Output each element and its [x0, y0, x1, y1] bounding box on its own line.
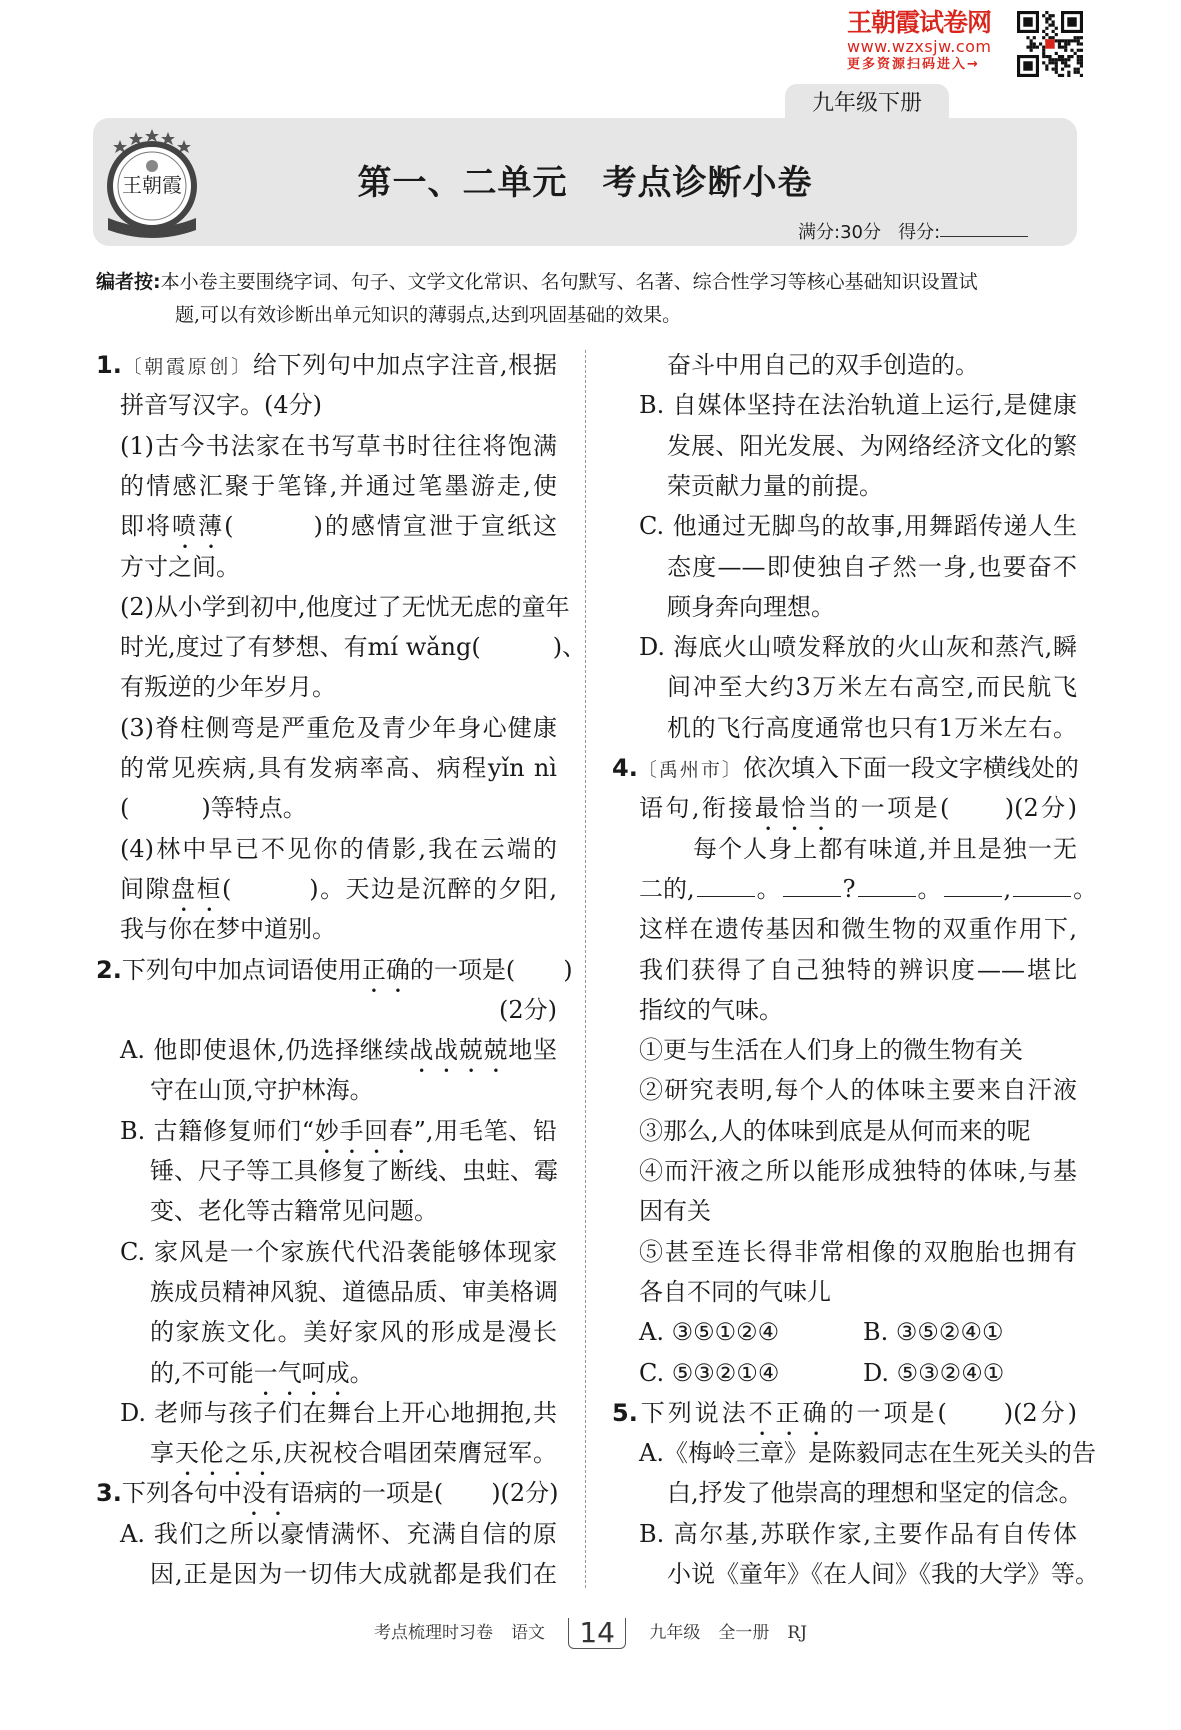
left-text-line: [96, 950, 573, 990]
question-number: 4.: [612, 754, 638, 782]
text-segment: 族成员精神风貌、道德品质、审美格调: [150, 1277, 558, 1306]
emphasized-text: 战战兢兢: [409, 1036, 509, 1065]
text-segment: 间冲至大约3万米左右高空,而民航飞: [667, 673, 1077, 702]
right-text-line: [667, 1473, 1083, 1513]
left-text-line: [150, 1312, 557, 1352]
left-text-line: [120, 829, 557, 869]
right-text-line: [639, 909, 1077, 949]
left-text-line: [150, 1433, 557, 1473]
editor-note: [96, 266, 1077, 332]
text-segment: 给下列句中加点字注音,根据: [252, 351, 557, 379]
brand-name: 王朝霞试卷网: [847, 8, 992, 37]
text-segment: 有叛逆的少年岁月。: [120, 673, 336, 702]
right-text-line: [639, 1312, 1077, 1352]
text-segment: ”,用毛笔、铅: [413, 1116, 557, 1145]
right-text-line: [639, 1433, 1096, 1473]
right-text-line: [667, 466, 1077, 506]
right-text-line: [639, 950, 1077, 990]
text-segment: 下列说法: [637, 1398, 749, 1427]
text-segment: ③那么,人的体味到底是从何而来的呢: [639, 1116, 1031, 1145]
editor-note-text-2: 题,可以有效诊断出单元知识的薄弱点,达到巩固基础的效果。: [175, 304, 682, 326]
score-blank[interactable]: [940, 218, 1028, 237]
grade-tab: 九年级下册: [785, 84, 949, 124]
brand-url[interactable]: www.wzxsjw.com: [847, 37, 992, 56]
text-segment: 奋斗中用自己的双手创造的。: [667, 351, 979, 379]
text-segment: 的常见疾病,具有发病率高、病程yǐn nì: [120, 754, 557, 782]
right-text-line: [639, 506, 1077, 546]
right-text-line: [639, 990, 1077, 1030]
left-text-line: [120, 466, 557, 506]
left-text-line: [120, 1232, 557, 1272]
emphasized-text: 没有: [241, 1479, 290, 1508]
text-segment: 依次填入下面一段文字横线处的: [742, 754, 1079, 782]
right-text-line: [639, 1353, 1077, 1393]
text-segment: ( )。天边是沉醉的夕阳,: [221, 874, 558, 903]
right-text-line: [639, 1070, 1077, 1110]
left-text-line: [120, 909, 557, 949]
text-segment: ( )的感情宣泄于宣纸这: [224, 512, 557, 541]
text-segment: ①更与生活在人们身上的微生物有关: [639, 1036, 1023, 1065]
text-segment: B. 高尔基,苏联作家,主要作品有自传体: [639, 1519, 1077, 1548]
text-segment: 的家族文化。美好家风的形成是漫长: [150, 1318, 557, 1347]
answer-blank[interactable]: [858, 870, 916, 897]
text-segment: 方寸之间。: [120, 552, 240, 581]
right-text-line: [639, 1111, 1077, 1151]
text-segment: 因有关: [639, 1197, 711, 1226]
right-text-line: [667, 1554, 1099, 1594]
text-segment: (4)林中早已不见你的倩影,我在云端的: [120, 834, 557, 863]
text-segment: 。: [756, 874, 781, 903]
text-segment: ④而汗液之所以能形成独特的体味,与基: [639, 1157, 1077, 1185]
left-text-line: [150, 1272, 557, 1312]
text-segment: 二的,: [639, 874, 695, 903]
footer-book: 考点梳理时习卷: [373, 1623, 493, 1643]
option-text: D. ⑤③②④①: [863, 1358, 1005, 1387]
right-text-line: [639, 1030, 1077, 1070]
text-segment: 变、老化等古籍常见问题。: [150, 1197, 438, 1226]
text-segment: 白,抒发了他崇高的理想和坚定的信念。: [667, 1479, 1083, 1508]
text-segment: 的,不可能: [150, 1358, 254, 1387]
footer-subject: 语文: [510, 1623, 545, 1643]
text-segment: 。: [1073, 874, 1098, 903]
text-segment: ②研究表明,每个人的体味主要来自汗液: [639, 1076, 1077, 1105]
question-number: 5.: [612, 1398, 638, 1427]
left-text-line: [96, 1473, 557, 1513]
text-segment: A. 他即使退休,仍选择继续: [120, 1036, 410, 1065]
text-segment: 的情感汇聚于笔锋,并通过笔墨游走,使: [120, 471, 557, 500]
brand-more-text: 更多资源扫码进入→: [847, 57, 980, 72]
emphasized-text: 一气呵成: [253, 1358, 350, 1387]
text-segment: 顾身奔向理想。: [667, 592, 835, 621]
answer-blank[interactable]: [1013, 870, 1071, 897]
text-segment: ,: [1003, 874, 1012, 903]
question-number: 1.: [96, 351, 122, 379]
text-segment: B. 古籍修复师们“: [120, 1116, 315, 1145]
right-text-line: [667, 426, 1077, 466]
text-segment: 语病的一项是( )(2分): [289, 1479, 559, 1508]
left-text-line: [96, 345, 557, 385]
answer-blank[interactable]: [697, 870, 755, 897]
text-segment: 锤、尺子等工具修复了断线、虫蛀、霉: [150, 1157, 558, 1185]
left-text-line: [120, 788, 557, 828]
text-segment: 地坚: [508, 1036, 558, 1065]
right-text-line: [693, 829, 1077, 869]
text-segment: 的一项是( )(2分): [829, 1398, 1078, 1427]
left-text-line: [120, 748, 557, 788]
left-text-line: [120, 627, 587, 667]
text-segment: 守在山顶,守护林海。: [150, 1076, 374, 1105]
emphasized-text: 盘桓: [170, 874, 222, 903]
text-segment: C. 他通过无脚鸟的故事,用舞蹈传递人生: [639, 512, 1077, 541]
question-number: 2.: [96, 955, 122, 984]
emphasized-text: 正确: [361, 955, 410, 984]
text-segment: 。: [349, 1358, 374, 1387]
question-number: 3.: [96, 1479, 122, 1508]
left-text-line: [120, 1514, 557, 1554]
source-tag: 〔朝霞原创〕: [121, 356, 253, 378]
text-segment: C. ⑤③②①④: [639, 1358, 780, 1387]
text-segment: D. 老师与孩子们在舞台上开心地拥抱,共: [120, 1398, 557, 1427]
answer-blank[interactable]: [944, 870, 1002, 897]
score-label: 得分:: [898, 222, 941, 243]
text-segment: 享: [150, 1439, 175, 1468]
text-segment: 各自不同的气味儿: [639, 1277, 831, 1306]
text-segment: (1)古今书法家在书写草书时往往将饱满: [120, 431, 557, 460]
left-text-line: [120, 1393, 557, 1433]
text-segment: ,庆祝校合唱团荣膺冠军。: [274, 1439, 558, 1468]
text-segment: 的一项是( ): [409, 955, 573, 984]
full-score: 满分:30分: [798, 222, 881, 243]
footer-grade: 九年级: [649, 1623, 701, 1643]
left-text-line: [150, 1151, 557, 1191]
text-segment: 荣贡献力量的前提。: [667, 471, 883, 500]
right-text-line: [667, 547, 1077, 587]
text-segment: 。: [917, 874, 942, 903]
left-text-line: [120, 869, 557, 909]
text-segment: 指纹的气味。: [639, 995, 783, 1024]
text-segment: 机的飞行高度通常也只有1万米左右。: [667, 713, 1077, 742]
text-segment: (2)从小学到初中,他度过了无忧无虑的童年: [120, 592, 570, 621]
score-line: [798, 218, 940, 244]
left-text-line: [150, 1554, 557, 1594]
page-number: 14: [568, 1618, 626, 1649]
right-text-line: [639, 627, 1077, 667]
left-text-line: [120, 990, 557, 1030]
right-text-line: [639, 1514, 1077, 1554]
right-text-line: [667, 587, 1077, 627]
text-segment: 因,正是因为一切伟大成就都是我们在: [150, 1560, 557, 1588]
text-segment: (3)脊柱侧弯是严重危及青少年身心健康: [120, 713, 557, 742]
left-text-line: [120, 506, 557, 546]
right-text-line: [612, 748, 1077, 788]
right-text-line: [639, 385, 1077, 425]
left-text-line: [150, 1070, 557, 1110]
emphasized-text: 最恰当: [754, 794, 835, 823]
text-segment: A.《梅岭三章》是陈毅同志在生死关头的告: [639, 1439, 1096, 1468]
text-segment: 间隙: [120, 874, 171, 903]
right-text-line: [667, 667, 1077, 707]
text-segment: 这样在遗传基因和微生物的双重作用下,: [639, 915, 1077, 944]
left-text-line: [120, 385, 557, 425]
emphasized-text: 喷薄: [172, 512, 225, 541]
footer-volume: 全一册: [718, 1623, 770, 1643]
right-text-line: [639, 788, 1077, 828]
option-text: B. ③⑤②④①: [863, 1318, 1004, 1347]
text-segment: 发展、阳光发展、为网络经济文化的繁: [667, 431, 1077, 460]
text-segment: ⑤甚至连长得非常相像的双胞胎也拥有: [639, 1237, 1077, 1266]
answer-blank[interactable]: [783, 870, 841, 897]
right-text-line: [639, 1232, 1077, 1272]
left-text-line: [120, 1030, 557, 1070]
text-segment: 每个人身上都有味道,并且是独一无: [693, 834, 1077, 863]
text-segment: 小说《童年》《在人间》《我的大学》等。: [667, 1560, 1099, 1588]
left-text-line: [150, 1191, 557, 1231]
text-segment: A. 我们之所以豪情满怀、充满自信的原: [120, 1519, 557, 1548]
left-text-line: [120, 667, 557, 707]
qr-code-icon[interactable]: [1017, 11, 1083, 77]
right-text-line: [667, 345, 1077, 385]
text-segment: 的一项是( )(2分): [834, 794, 1077, 823]
text-segment: 即将: [120, 512, 173, 541]
left-text-line: [120, 426, 557, 466]
text-segment: 下列各句中: [121, 1479, 242, 1508]
svg-text:王朝霞: 王朝霞: [122, 173, 182, 197]
brand-block: [847, 8, 1017, 74]
right-text-line: [639, 1191, 1077, 1231]
text-segment: 语句,衔接: [639, 794, 755, 823]
source-tag: 〔禹州市〕: [637, 759, 743, 781]
right-text-line: [639, 869, 1098, 909]
editor-note-text: 本小卷主要围绕字词、句子、文学文化常识、名句默写、名著、综合性学习等核心基础知识设置试: [160, 271, 978, 293]
emphasized-text: 不正确: [748, 1398, 830, 1427]
text-segment: (2分): [499, 995, 557, 1024]
emphasized-text: 天伦之乐: [174, 1439, 275, 1468]
right-text-line: [612, 1393, 1077, 1433]
text-segment: C. 家风是一个家族代代沿袭能够体现家: [120, 1237, 557, 1266]
left-text-line: [120, 1111, 557, 1151]
left-text-line: [120, 587, 570, 627]
text-segment: B. 自媒体坚持在法治轨道上运行,是健康: [639, 391, 1077, 420]
text-segment: A. ③⑤①②④: [639, 1318, 780, 1347]
text-segment: 拼音写汉字。(4分): [120, 391, 322, 420]
left-text-line: [120, 547, 557, 587]
page-title: 第一、二单元 考点诊断小卷: [357, 163, 813, 203]
text-segment: 下列句中加点词语使用: [121, 955, 362, 984]
column-divider: [585, 350, 586, 1588]
text-segment: 时光,度过了有梦想、有mí wǎng( )、: [120, 633, 587, 662]
emphasized-text: 妙手回春: [314, 1116, 414, 1145]
left-text-line: [120, 708, 557, 748]
editor-note-label: 编者按:: [96, 271, 161, 293]
left-text-line: [150, 1353, 557, 1393]
text-segment: 态度——即使独自孑然一身,也要奋不: [667, 552, 1077, 581]
right-text-line: [639, 1272, 1077, 1312]
text-segment: 我与你在梦中道别。: [120, 915, 336, 944]
right-text-line: [667, 708, 1077, 748]
text-segment: ?: [842, 874, 856, 903]
text-segment: ( )等特点。: [120, 794, 307, 823]
right-text-line: [639, 1151, 1077, 1191]
text-segment: D. 海底火山喷发释放的火山灰和蒸汽,瞬: [639, 633, 1077, 662]
footer-edition: RJ: [787, 1623, 808, 1643]
text-segment: 我们获得了自己独特的辨识度——堪比: [639, 955, 1077, 984]
page-footer: [0, 1618, 1181, 1649]
